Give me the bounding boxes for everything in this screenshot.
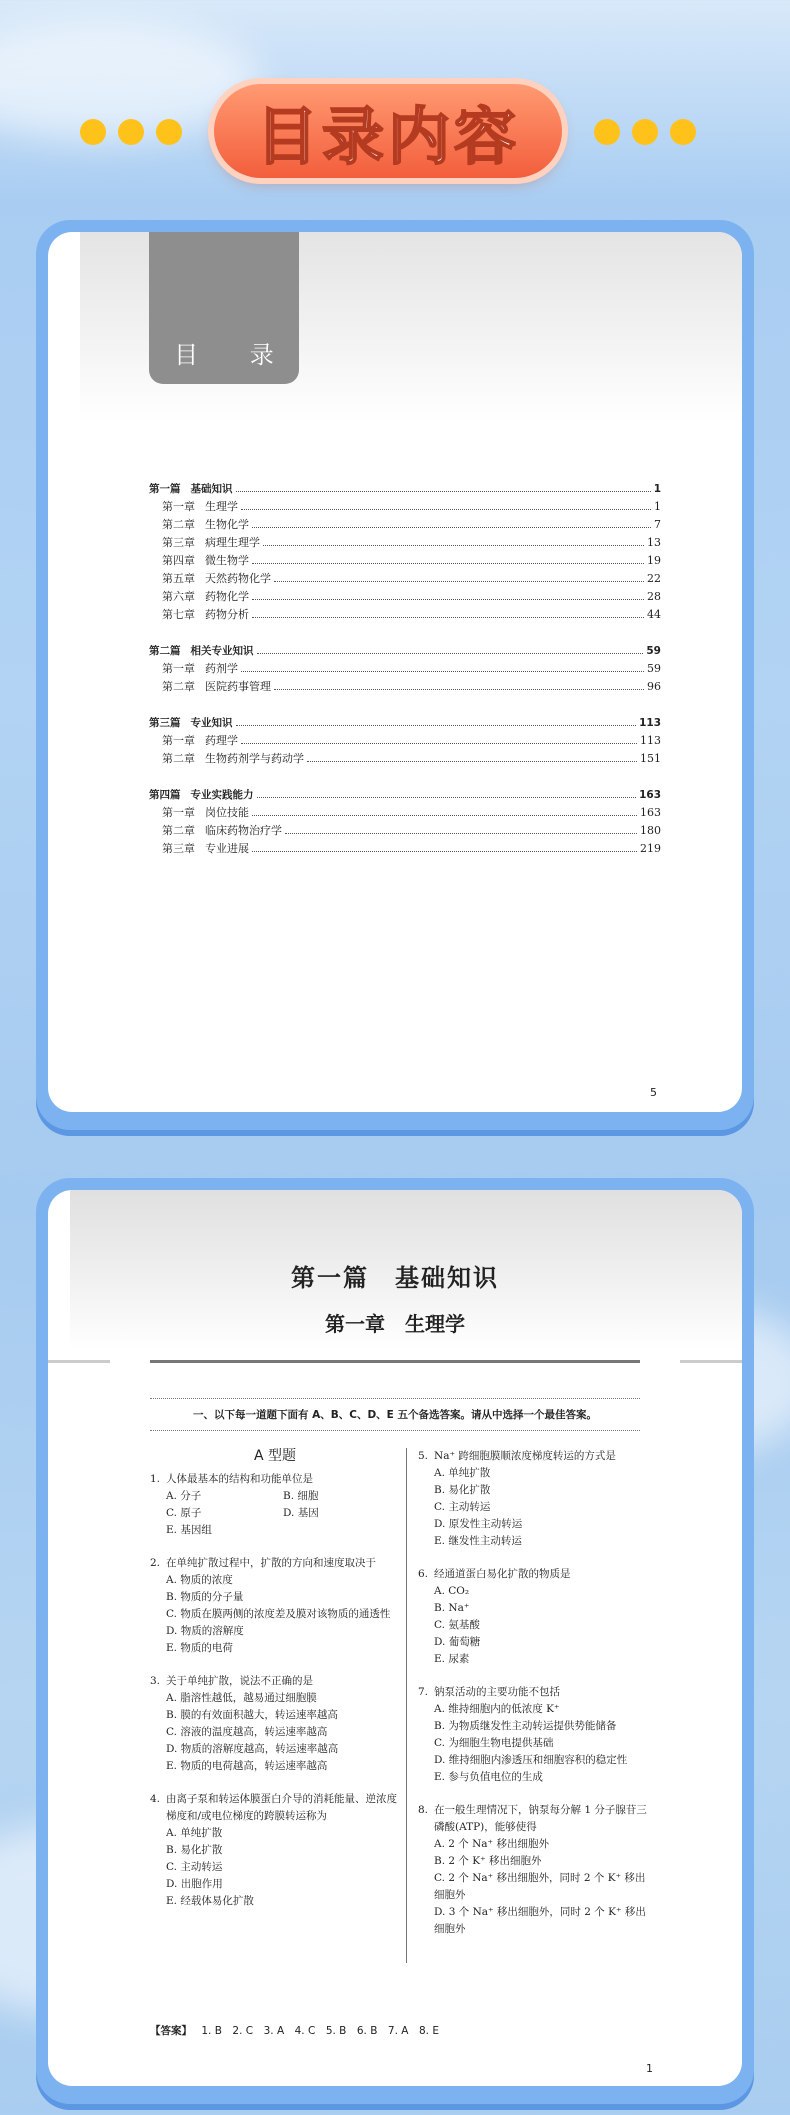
- answer-option: B. 膜的有效面积越大，转运速率越高: [166, 1709, 338, 1721]
- toc-page-number: 19: [647, 554, 661, 567]
- page-number: 5: [650, 1086, 657, 1099]
- answer-option: D. 物质的溶解度: [166, 1625, 244, 1637]
- question-item: [150, 1673, 400, 1775]
- toc-page: [48, 232, 742, 1112]
- question-item: [418, 1448, 654, 1550]
- answer-option: D. 出胞作用: [166, 1878, 223, 1890]
- answer-option: A. 脂溶性越低，越易通过细胞膜: [166, 1692, 317, 1704]
- toc-page-number: 180: [640, 824, 661, 837]
- dot-decoration: [632, 119, 658, 145]
- toc-chapter-name: 药理学: [205, 734, 238, 747]
- toc-leader: [285, 833, 637, 834]
- toc-page-number: 163: [639, 789, 661, 801]
- question-number: 7.: [418, 1686, 429, 1698]
- toc-page-panel: [36, 220, 754, 1130]
- part-title: 第一篇 基础知识: [291, 1263, 499, 1292]
- question-item: [150, 1471, 400, 1539]
- divider-right: [680, 1360, 742, 1363]
- toc-page-number: 22: [647, 572, 661, 585]
- answer-option: B. 细胞: [283, 1490, 319, 1502]
- toc-section-label: 第一篇: [149, 483, 181, 495]
- toc-leader: [252, 563, 644, 564]
- question-item: [150, 1791, 400, 1910]
- toc-page-number: 151: [640, 752, 661, 765]
- toc-section-label: 第三篇: [149, 717, 181, 729]
- toc-leader: [274, 581, 644, 582]
- toc-chapter-label: 第三章: [162, 536, 195, 549]
- question-type: A 型题: [253, 1448, 297, 1464]
- toc-page-number: 1: [653, 483, 661, 495]
- toc-leader: [241, 743, 637, 744]
- question-number: 2.: [150, 1557, 161, 1569]
- question-stem: [418, 1448, 654, 1465]
- question-item: [418, 1802, 654, 1938]
- answer-option: D. 维持细胞内渗透压和细胞容积的稳定性: [434, 1754, 628, 1766]
- toc-page-number: 59: [646, 645, 661, 657]
- toc-leader: [252, 851, 637, 852]
- question-item: [418, 1684, 654, 1786]
- option-list: [418, 1701, 654, 1786]
- toc-chapter-row: [149, 678, 661, 696]
- toc-leader: [252, 815, 637, 816]
- answer-option: B. 易化扩散: [166, 1844, 223, 1856]
- toc-chapter-label: 第一章: [162, 806, 195, 819]
- dot-decoration: [594, 119, 620, 145]
- answer-option: E. 尿素: [434, 1653, 470, 1665]
- page-number: 1: [646, 2062, 653, 2075]
- toc-leader: [252, 617, 644, 618]
- toc-spacer: [149, 768, 661, 786]
- divider-main: [150, 1360, 640, 1363]
- answer-label: 【答案】: [150, 2025, 192, 2037]
- answer-option: C. 溶液的温度越高，转运速率越高: [166, 1726, 328, 1738]
- toc-page-number: 163: [640, 806, 661, 819]
- toc-chapter-label: 第一章: [162, 662, 195, 675]
- answer-option: C. 原子: [166, 1507, 202, 1519]
- answer-option: C. 主动转运: [434, 1501, 491, 1513]
- answer-option: D. 基因: [283, 1507, 319, 1519]
- toc-chapter-label: 第四章: [162, 554, 195, 567]
- question-number: 8.: [418, 1804, 429, 1816]
- toc-page-number: 96: [647, 680, 661, 693]
- toc-section-name: 相关专业知识: [190, 645, 254, 657]
- answer-option: E. 参与负值电位的生成: [434, 1771, 543, 1783]
- option-list: [150, 1572, 400, 1657]
- answer-option: A. 单纯扩散: [434, 1467, 491, 1479]
- toc-chapter-name: 生物药剂学与药动学: [205, 752, 304, 765]
- toc-chapter-name: 岗位技能: [205, 806, 249, 819]
- toc-chapter-label: 第七章: [162, 608, 195, 621]
- toc-chapter-row: [149, 534, 661, 552]
- toc-chapter-name: 天然药物化学: [205, 572, 271, 585]
- toc-title: 目 录: [174, 341, 296, 369]
- question-stem: [418, 1684, 654, 1701]
- toc-section-name: 基础知识: [190, 483, 233, 495]
- toc-chapter-label: 第三章: [162, 842, 195, 855]
- answer-option: A. CO₂: [434, 1585, 470, 1597]
- answer-option: A. 分子: [166, 1490, 202, 1502]
- answer-option: B. 易化扩散: [434, 1484, 491, 1496]
- answer-option: A. 单纯扩散: [166, 1827, 223, 1839]
- toc-leader: [307, 761, 637, 762]
- toc-chapter-row: [149, 840, 661, 858]
- toc-leader: [257, 653, 644, 654]
- option-list: [418, 1583, 654, 1668]
- toc-page-number: 7: [654, 518, 661, 531]
- answer-option: E. 物质的电荷: [166, 1642, 233, 1654]
- toc-page-number: 113: [640, 734, 661, 747]
- answer-option: E. 物质的电荷越高，转运速率越高: [166, 1760, 328, 1772]
- toc-chapter-row: [149, 804, 661, 822]
- toc-leader: [236, 725, 637, 726]
- answer-option: E. 基因组: [166, 1524, 212, 1536]
- toc-chapter-row: [149, 732, 661, 750]
- right-column: [418, 1448, 654, 1954]
- instructions: 一、以下每一道题下面有 A、B、C、D、E 五个备选答案。请从中选择一个最佳答案。: [150, 1398, 640, 1431]
- toc-leader: [241, 671, 644, 672]
- toc-chapter-name: 药物化学: [205, 590, 249, 603]
- option-list: [150, 1690, 400, 1775]
- answer-key: [150, 2023, 439, 2038]
- question-text: 关于单纯扩散，说法不正确的是: [166, 1675, 313, 1687]
- toc-chapter-name: 生理学: [205, 500, 238, 513]
- answer-option: C. 为细胞生物电提供基础: [434, 1737, 554, 1749]
- toc-chapter-name: 微生物学: [205, 554, 249, 567]
- toc-page-number: 219: [640, 842, 661, 855]
- answer-option: B. 为物质继发性主动转运提供势能储备: [434, 1720, 617, 1732]
- toc-spacer: [149, 624, 661, 642]
- toc-page-number: 28: [647, 590, 661, 603]
- toc-section-row: [149, 480, 661, 498]
- answer-option: C. 主动转运: [166, 1861, 223, 1873]
- toc-section-name: 专业实践能力: [190, 789, 254, 801]
- toc-chapter-name: 临床药物治疗学: [205, 824, 282, 837]
- answer-option: B. 2 个 K⁺ 移出细胞外: [434, 1855, 542, 1867]
- toc-chapter-label: 第二章: [162, 824, 195, 837]
- question-stem: [418, 1566, 654, 1583]
- answer-option: A. 2 个 Na⁺ 移出细胞外: [434, 1838, 549, 1850]
- toc-chapter-label: 第五章: [162, 572, 195, 585]
- toc-section-label: 第四篇: [149, 789, 181, 801]
- answer-option: B. 物质的分子量: [166, 1591, 244, 1603]
- dot-decoration: [80, 119, 106, 145]
- question-number: 4.: [150, 1793, 161, 1805]
- toc-section-name: 专业知识: [190, 717, 233, 729]
- toc-chapter-label: 第二章: [162, 752, 195, 765]
- toc-chapter-name: 病理生理学: [205, 536, 260, 549]
- question-stem: [150, 1791, 400, 1825]
- answer-option: D. 葡萄糖: [434, 1636, 481, 1648]
- toc-chapter-row: [149, 750, 661, 768]
- toc-chapter-name: 药物分析: [205, 608, 249, 621]
- question-text: 钠泵活动的主要功能不包括: [434, 1686, 560, 1698]
- question-text: Na⁺ 跨细胞膜顺浓度梯度转运的方式是: [434, 1450, 616, 1462]
- question-text: 在一般生理情况下，钠泵每分解 1 分子腺苷三磷酸(ATP)，能够使得: [434, 1804, 647, 1833]
- option-list: [418, 1465, 654, 1550]
- toc-chapter-name: 生物化学: [205, 518, 249, 531]
- header-banner: [214, 84, 562, 178]
- answer-option: A. 维持细胞内的低浓度 K⁺: [434, 1703, 560, 1715]
- toc-leader: [241, 509, 651, 510]
- answer-option: A. 物质的浓度: [166, 1574, 233, 1586]
- question-number: 6.: [418, 1568, 429, 1580]
- question-number: 1.: [150, 1473, 161, 1485]
- toc-chapter-label: 第二章: [162, 680, 195, 693]
- column-divider: [406, 1448, 407, 1963]
- toc-chapter-label: 第二章: [162, 518, 195, 531]
- option-list: [418, 1836, 654, 1938]
- toc-leader: [252, 527, 651, 528]
- toc-chapter-row: [149, 822, 661, 840]
- toc-chapter-label: 第一章: [162, 500, 195, 513]
- content-page: [48, 1190, 742, 2086]
- toc-page-number: 44: [647, 608, 661, 621]
- toc-chapter-row: [149, 660, 661, 678]
- question-stem: [150, 1555, 400, 1572]
- question-stem: [418, 1802, 654, 1836]
- question-list: [150, 1471, 400, 1910]
- answer-option: E. 继发性主动转运: [434, 1535, 522, 1547]
- toc-leader: [257, 797, 637, 798]
- question-text: 由离子泵和转运体膜蛋白介导的消耗能量、逆浓度梯度和/或电位梯度的跨膜转运称为: [166, 1793, 397, 1822]
- question-stem: [150, 1471, 400, 1488]
- question-number: 3.: [150, 1675, 161, 1687]
- content-page-panel: [36, 1178, 754, 2104]
- toc-chapter-row: [149, 606, 661, 624]
- question-stem: [150, 1673, 400, 1690]
- answer-option: D. 原发性主动转运: [434, 1518, 523, 1530]
- toc-leader: [263, 545, 644, 546]
- toc-page-number: 113: [639, 717, 661, 729]
- toc-chapter-name: 药剂学: [205, 662, 238, 675]
- answer-option: C. 氨基酸: [434, 1619, 480, 1631]
- left-column: [150, 1448, 400, 1926]
- toc-chapter-row: [149, 588, 661, 606]
- answer-option: E. 经载体易化扩散: [166, 1895, 254, 1907]
- toc-chapter-row: [149, 498, 661, 516]
- toc-leader: [274, 689, 644, 690]
- chapter-title: 第一章 生理学: [325, 1312, 465, 1336]
- toc-leader: [252, 599, 644, 600]
- toc-chapter-label: 第一章: [162, 734, 195, 747]
- question-list: [418, 1448, 654, 1938]
- toc-section-row: [149, 642, 661, 660]
- answers: 1. B 2. C 3. A 4. C 5. B 6. B 7. A 8. E: [201, 2025, 439, 2037]
- toc-leader: [236, 491, 651, 492]
- answer-option: C. 物质在膜两侧的浓度差及膜对该物质的通透性: [166, 1608, 391, 1620]
- toc-spacer: [149, 696, 661, 714]
- toc-section-row: [149, 714, 661, 732]
- answer-option: C. 2 个 Na⁺ 移出细胞外，同时 2 个 K⁺ 移出细胞外: [434, 1872, 646, 1901]
- question-text: 人体最基本的结构和功能单位是: [166, 1473, 313, 1485]
- question-text: 在单纯扩散过程中，扩散的方向和速度取决于: [166, 1557, 376, 1569]
- toc-page-number: 1: [654, 500, 661, 513]
- toc-chapter-label: 第六章: [162, 590, 195, 603]
- question-item: [150, 1555, 400, 1657]
- toc-tab: [149, 232, 299, 384]
- question-number: 5.: [418, 1450, 429, 1462]
- toc-chapter-row: [149, 570, 661, 588]
- answer-option: D. 3 个 Na⁺ 移出细胞外，同时 2 个 K⁺ 移出细胞外: [434, 1906, 646, 1935]
- dot-decoration: [156, 119, 182, 145]
- option-list: [150, 1825, 400, 1910]
- question-text: 经通道蛋白易化扩散的物质是: [434, 1568, 571, 1580]
- toc-section-row: [149, 786, 661, 804]
- banner-title: 目录内容: [255, 99, 520, 173]
- table-of-contents: [149, 480, 661, 858]
- dot-decoration: [118, 119, 144, 145]
- question-item: [418, 1566, 654, 1668]
- dot-decoration: [670, 119, 696, 145]
- option-grid: [150, 1488, 400, 1539]
- toc-chapter-row: [149, 552, 661, 570]
- toc-chapter-row: [149, 516, 661, 534]
- answer-option: D. 物质的溶解度越高，转运速率越高: [166, 1743, 339, 1755]
- toc-chapter-name: 医院药事管理: [205, 680, 271, 693]
- toc-page-number: 13: [647, 536, 661, 549]
- answer-option: B. Na⁺: [434, 1602, 470, 1614]
- toc-page-number: 59: [647, 662, 661, 675]
- divider-left: [48, 1360, 110, 1363]
- toc-section-label: 第二篇: [149, 645, 181, 657]
- toc-chapter-name: 专业进展: [205, 842, 249, 855]
